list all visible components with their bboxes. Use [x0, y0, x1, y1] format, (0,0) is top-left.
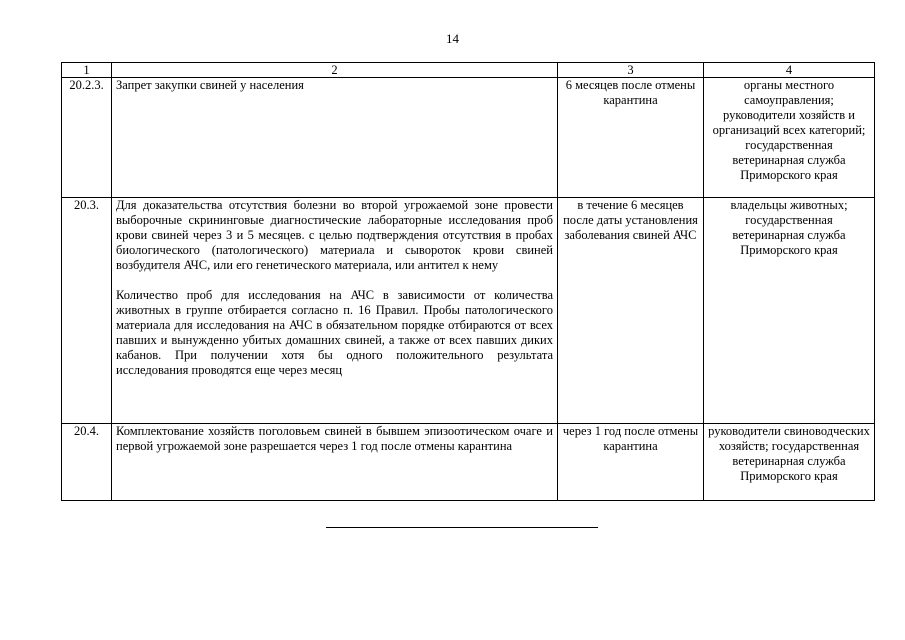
- column-header: 3: [558, 63, 704, 78]
- item-number: 20.4.: [62, 424, 112, 501]
- term-cell: в течение 6 месяцев после даты установления заболевания свиней АЧС: [558, 198, 704, 424]
- term-cell: 6 месяцев после отмены карантина: [558, 78, 704, 198]
- term-cell: через 1 год после отмены карантина: [558, 424, 704, 501]
- responsible-cell: органы местного самоуправления; руководители хозяйств и организаций всех категорий; государственная ветеринарная служба Приморского края: [704, 78, 875, 198]
- page-number: 14: [446, 31, 459, 46]
- responsible-cell: владельцы животных; государственная ветеринарная служба Приморского края: [704, 198, 875, 424]
- column-header: 1: [62, 63, 112, 78]
- measure-cell: [112, 78, 558, 198]
- measure-cell: [112, 198, 558, 424]
- measure-cell: [112, 424, 558, 501]
- column-header: 2: [112, 63, 558, 78]
- table-row: [62, 198, 875, 424]
- column-header: 4: [704, 63, 875, 78]
- measure-text: Для доказательства отсутствия болезни во второй угрожаемой зоне провести выборочные скрининговые диагностические лабораторные исследования проб крови свиней через 3 и 5 месяцев. с целью подтверждения отсутствия в пробах биологического (патологического) материала и сывороток крови свиней возбудителя АЧС, или его генетического материала, или антител к нему: [116, 198, 553, 272]
- item-number: 20.2.3.: [62, 78, 112, 198]
- measure-text: Комплектование хозяйств поголовьем свиней в бывшем эпизоотическом очаге и первой угрожаемой зоне разрешается через 1 год после отмены карантина: [116, 424, 553, 453]
- responsible-cell: руководители свиноводческих хозяйств; государственная ветеринарная служба Приморского края: [704, 424, 875, 501]
- measures-table: [61, 62, 875, 501]
- footer-rule: [326, 527, 598, 528]
- measure-text: Количество проб для исследования на АЧС в зависимости от количества животных в группе отбирается согласно п. 16 Правил. Пробы патологического материала для исследования на АЧС в обязательном порядке отбираются от всех павших и вынужденно убитых домашних свиней, а также от всех павших диких кабанов. При получении хотя бы одного положительного результата исследования проводятся еще через месяц: [116, 288, 553, 377]
- table-row: [62, 424, 875, 501]
- table-header-row: [62, 63, 875, 78]
- item-number: 20.3.: [62, 198, 112, 424]
- table-row: [62, 78, 875, 198]
- measure-text: Запрет закупки свиней у населения: [116, 78, 304, 92]
